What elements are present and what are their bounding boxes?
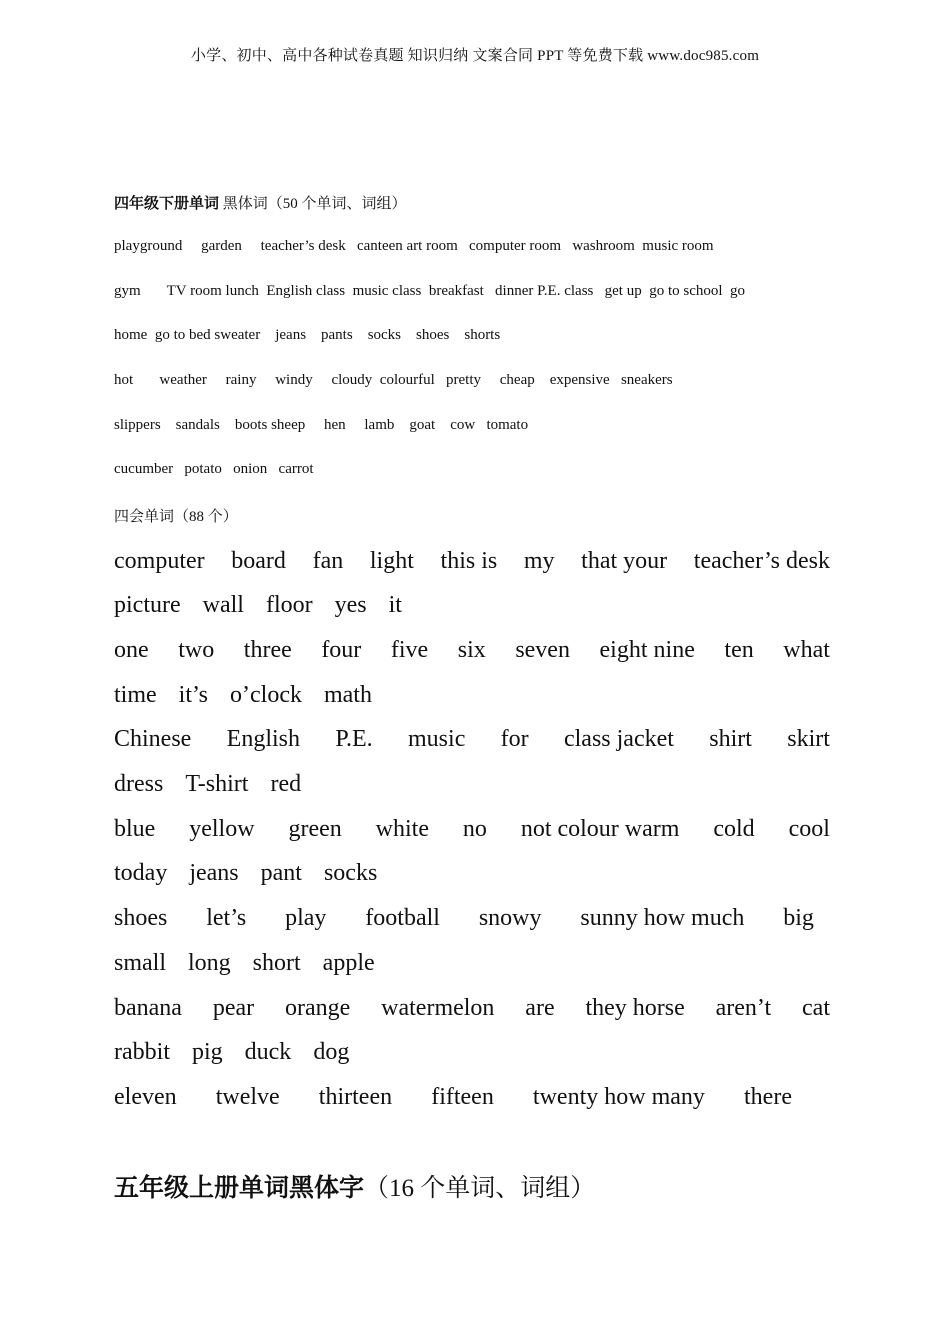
word-item: this is xyxy=(440,548,498,574)
word-item: sunny how much xyxy=(580,905,745,931)
word-line xyxy=(114,995,830,1022)
word-item: skirt xyxy=(787,726,830,752)
word-item: eleven xyxy=(114,1084,177,1110)
word-item: football xyxy=(365,905,440,931)
word-item: picture xyxy=(114,592,181,618)
word-item: eight nine xyxy=(599,637,695,663)
word-line xyxy=(114,592,830,619)
word-line xyxy=(114,950,830,977)
section-title-four-skill-words: 四会单词（88 个） xyxy=(114,509,238,525)
word-item: time xyxy=(114,682,157,708)
word-line xyxy=(114,860,830,887)
word-item: my xyxy=(523,548,555,574)
section-title-grade5 xyxy=(114,1168,595,1204)
word-item: apple xyxy=(322,950,375,976)
word-item: dress xyxy=(114,771,164,797)
word-item: cold xyxy=(713,816,755,842)
word-item: cool xyxy=(788,816,830,842)
word-item: Chinese xyxy=(114,726,192,752)
word-item: snowy xyxy=(478,905,542,931)
word-line xyxy=(114,905,814,932)
word-item: watermelon xyxy=(381,995,495,1021)
word-item: one xyxy=(114,637,149,663)
word-item: green xyxy=(288,816,342,842)
word-line xyxy=(114,637,830,664)
word-item: ten xyxy=(724,637,754,663)
word-line: home go to bed sweater jeans pants socks shoes shorts xyxy=(114,327,501,343)
word-item: for xyxy=(500,726,529,752)
word-item: P.E. xyxy=(335,726,373,752)
word-item: cat xyxy=(802,995,830,1021)
word-item: jeans xyxy=(189,860,239,886)
word-item: fifteen xyxy=(431,1084,494,1110)
word-item: short xyxy=(252,950,301,976)
word-item: light xyxy=(369,548,414,574)
word-line xyxy=(114,726,830,753)
word-item: two xyxy=(178,637,215,663)
word-item: small xyxy=(114,950,166,976)
word-line: hot weather rainy windy cloudy colourful pretty cheap expensive sneakers xyxy=(114,372,673,388)
word-item: it xyxy=(388,592,402,618)
word-item: fan xyxy=(312,548,344,574)
word-line: cucumber potato onion carrot xyxy=(114,461,314,477)
word-item: aren’t xyxy=(715,995,772,1021)
word-item: banana xyxy=(114,995,182,1021)
word-item: math xyxy=(323,682,372,708)
word-line xyxy=(114,548,830,575)
word-item: what xyxy=(783,637,830,663)
word-item: o’clock xyxy=(230,682,302,708)
word-item: white xyxy=(375,816,429,842)
word-item: are xyxy=(525,995,555,1021)
word-line xyxy=(114,771,830,798)
word-line xyxy=(114,1084,792,1111)
word-item: T-shirt xyxy=(185,771,249,797)
word-item: computer xyxy=(114,548,205,574)
word-item: pant xyxy=(260,860,302,886)
word-item: today xyxy=(114,860,168,886)
word-item: teacher’s desk xyxy=(693,548,830,574)
word-item: rabbit xyxy=(114,1039,170,1065)
word-item: six xyxy=(457,637,486,663)
word-item: pig xyxy=(191,1039,223,1065)
word-line: gym TV room lunch English class music class breakfast dinner P.E. class get up go to school go xyxy=(114,283,746,299)
word-item: twenty how many xyxy=(532,1084,705,1110)
word-item: blue xyxy=(114,816,156,842)
word-item: orange xyxy=(284,995,351,1021)
word-item: yes xyxy=(334,592,367,618)
page-header: 小学、初中、高中各种试卷真题 知识归纳 文案合同 PPT 等免费下载 www.doc985.com xyxy=(190,48,760,64)
word-item: seven xyxy=(515,637,570,663)
word-item: red xyxy=(270,771,302,797)
word-item: long xyxy=(188,950,231,976)
word-item: wall xyxy=(202,592,244,618)
word-item: shoes xyxy=(114,905,168,931)
word-line: playground garden teacher’s desk canteen art room computer room washroom music room xyxy=(114,238,714,254)
word-line xyxy=(114,1039,830,1066)
word-item: thirteen xyxy=(318,1084,393,1110)
word-item: duck xyxy=(244,1039,292,1065)
word-item: they horse xyxy=(585,995,685,1021)
word-item: yellow xyxy=(189,816,255,842)
word-item: shirt xyxy=(709,726,752,752)
word-item: socks xyxy=(323,860,378,886)
word-item: three xyxy=(243,637,292,663)
word-line xyxy=(114,816,830,843)
word-item: big xyxy=(783,905,814,931)
word-line: slippers sandals boots sheep hen lamb goat cow tomato xyxy=(114,417,529,433)
word-item: that your xyxy=(581,548,668,574)
word-item: pear xyxy=(212,995,255,1021)
word-item: play xyxy=(285,905,327,931)
section-title-bold: 四年级下册单词 xyxy=(114,196,220,212)
section-title-bold: 五年级上册单词黑体字 xyxy=(114,1175,365,1202)
section-title-grade4-bold-words xyxy=(114,192,407,213)
word-item: class jacket xyxy=(563,726,674,752)
word-item: four xyxy=(321,637,362,663)
word-item: floor xyxy=(265,592,313,618)
word-item: not colour warm xyxy=(520,816,680,842)
word-item: English xyxy=(226,726,300,752)
section-title-rest: 黑体词（50 个单词、词组） xyxy=(219,196,407,212)
word-line xyxy=(114,682,830,709)
section-title-rest: （16 个单词、词组） xyxy=(364,1175,596,1202)
word-item: no xyxy=(462,816,487,842)
word-item: dog xyxy=(313,1039,350,1065)
word-item: board xyxy=(231,548,286,574)
word-item: music xyxy=(408,726,466,752)
word-item: five xyxy=(390,637,429,663)
word-item: let’s xyxy=(206,905,247,931)
word-item: it’s xyxy=(178,682,208,708)
word-item: twelve xyxy=(215,1084,280,1110)
word-item: there xyxy=(744,1084,792,1110)
